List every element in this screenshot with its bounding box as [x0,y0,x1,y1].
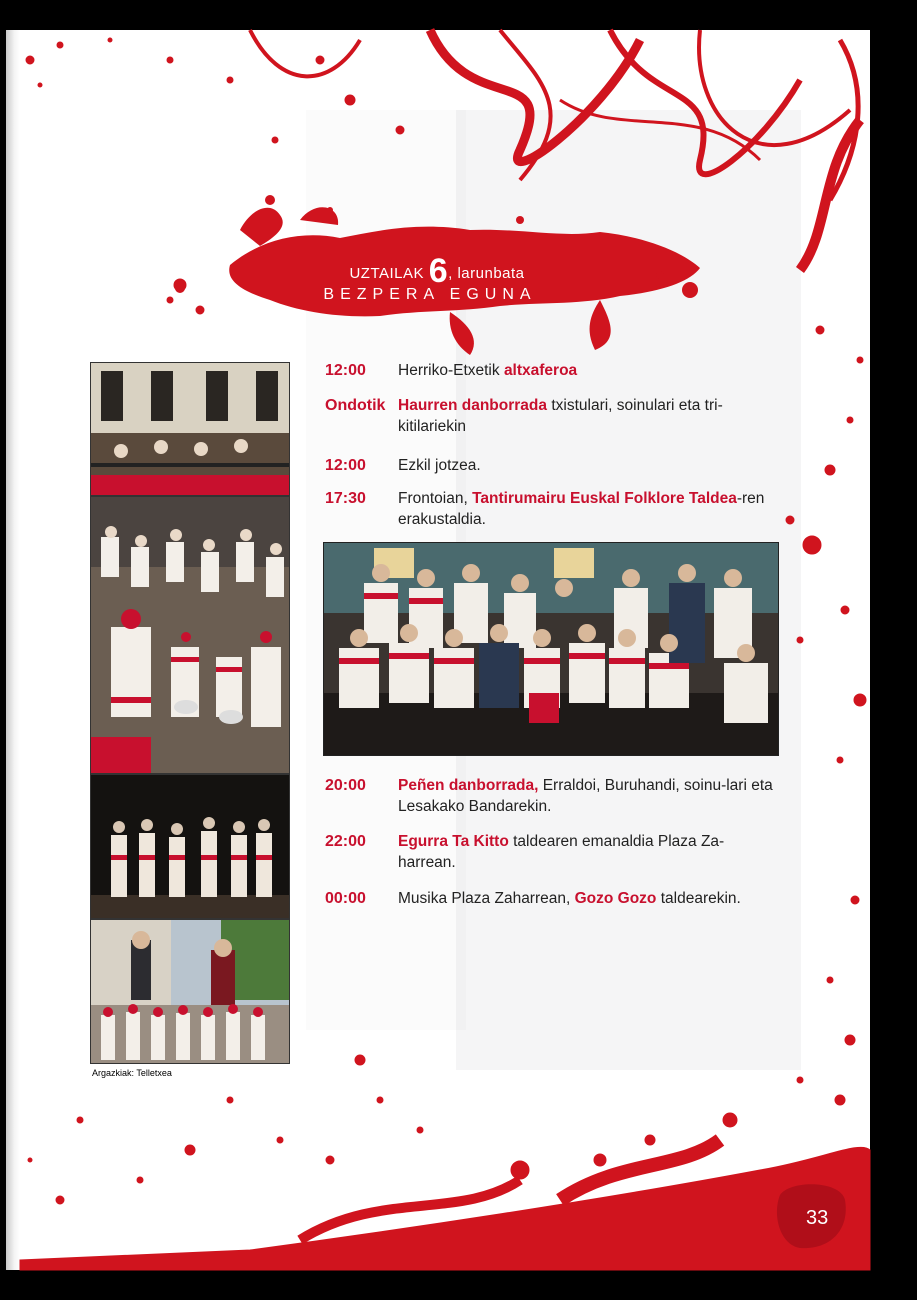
event-description: Herriko-Etxetik altxaferoa [398,362,578,379]
event-description: Haurren danborrada txistulari, soinulari eta tri-kitilariekin [398,397,723,435]
page-number: 33 [806,1207,829,1229]
event-description: Musika Plaza Zaharrean, Gozo Gozo taldearekin. [398,890,741,907]
photo-credit: Argazkiak: Telletxea [92,1068,172,1078]
event-time: Ondotik [325,397,386,414]
photo-children-drum-parade [90,496,290,774]
event-time: 17:30 [325,490,366,507]
event-description: Peñen danborrada, Erraldoi, Buruhandi, soinu-lari eta Lesakako Bandarekin. [398,777,773,815]
event-time: 12:00 [325,362,366,379]
photo-folklore-group [323,542,779,756]
event-description: Egurra Ta Kitto taldearen emanaldia Plaza Za-harrean. [398,833,725,871]
weekday-label: , larunbata [448,265,525,282]
day-number: 6 [428,252,449,290]
month-label: UZTAILAK [349,265,425,282]
event-time: 00:00 [325,890,366,907]
event-description: Frontoian, Tantirumairu Euskal Folklore Taldea-ren erakustaldia. [398,490,765,528]
event-description: Ezkil jotzea. [398,457,481,474]
event-time: 12:00 [325,457,366,474]
event-time: 20:00 [325,777,366,794]
day-subtitle: BEZPERA EGUNA [323,286,537,303]
photo-giants-and-band [90,919,290,1064]
event-time: 22:00 [325,833,366,850]
photo-town-hall-balcony [90,362,290,496]
photo-folk-dancers-stage [90,774,290,919]
